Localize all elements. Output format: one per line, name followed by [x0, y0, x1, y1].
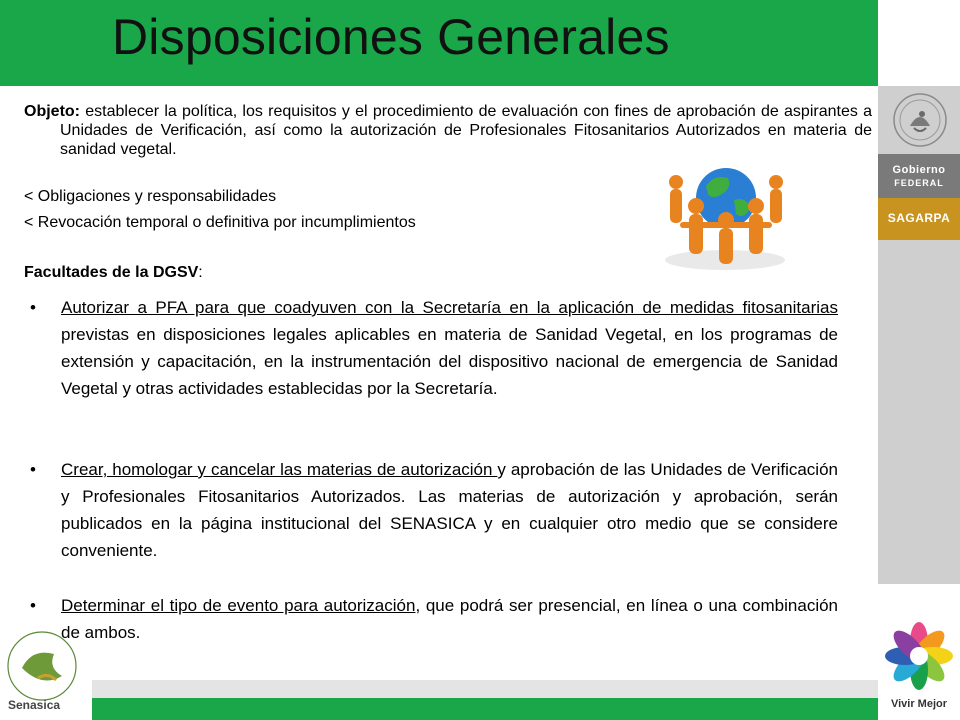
sagarpa-label: SAGARPA [887, 211, 951, 225]
mexico-seal-icon [892, 92, 948, 148]
objeto-paragraph [24, 102, 872, 159]
revocacion-line: < Revocación temporal o definitiva por incumplimientos [24, 214, 416, 231]
facultades-label: Facultades de la DGSV [24, 264, 199, 281]
facultades-heading [24, 264, 203, 282]
vivir-mejor-flower-icon [884, 620, 954, 692]
sidebar-gobierno-panel [878, 154, 960, 198]
objeto-label: Objeto: [24, 103, 80, 120]
bullet-marker: • [30, 298, 36, 317]
bullet-text [61, 294, 838, 402]
footer-gray-bar [92, 680, 878, 698]
bullet-text [61, 456, 838, 564]
slide-title: Disposiciones Generales [112, 9, 670, 65]
sidebar-top-panel [878, 0, 960, 86]
bullet-rest-text: , que podrá ser presencial, en línea o una combinación de ambos. [61, 596, 839, 642]
bullet-rest-text: previstas en disposiciones legales aplicables en materia de Sanidad Vegetal, en los programas de extensión y capacitación, en la instrumentación del dispositivo nacional de emergencia de Sanidad Vegetal y otras actividades establecidas por la Secretaría. [61, 325, 838, 398]
bullet-underlined-text: Determinar el tipo de evento para autorización [61, 596, 416, 615]
facultades-colon: : [198, 264, 203, 281]
bullet-text [61, 592, 838, 646]
bullet-underlined-text: Autorizar a PFA para que coadyuven con la Secretaría en la aplicación de medidas fitosanitarias [61, 298, 838, 317]
federal-label: FEDERAL [894, 178, 944, 188]
bullet-item [24, 592, 838, 646]
bullet-item [24, 294, 838, 402]
footer-green-bar [92, 698, 878, 720]
bullet-item [24, 456, 838, 564]
bullet-underlined-text: Crear, homologar y cancelar las materias de autorización [61, 460, 498, 479]
bullet-marker: • [30, 596, 36, 615]
bullet-marker: • [30, 460, 36, 479]
gobierno-label: Gobierno [892, 164, 946, 176]
objeto-text: establecer la política, los requisitos y el procedimiento de evaluación con fines de aprobación de aspirantes a Unidades de Verificación, así como la autorización de Profesionales Fitosanitarios Autorizados en materia de sanidad vegetal. [60, 103, 872, 158]
people-around-globe-illustration [652, 160, 798, 274]
bullet-rest-text: y aprobación de las Unidades de Verificación y Profesionales Fitosanitarios Autorizados. Las materias de autorización y aprobación, serán publicados en la página institucional del SENASICA y en cualquier otro medio que se considere conveniente. [61, 460, 838, 560]
sidebar-middle-panel [878, 240, 960, 584]
senasica-wordmark: Senasica [8, 698, 61, 712]
vivir-mejor-label: Vivir Mejor [890, 698, 948, 710]
obligaciones-line: < Obligaciones y responsabilidades [24, 188, 277, 205]
